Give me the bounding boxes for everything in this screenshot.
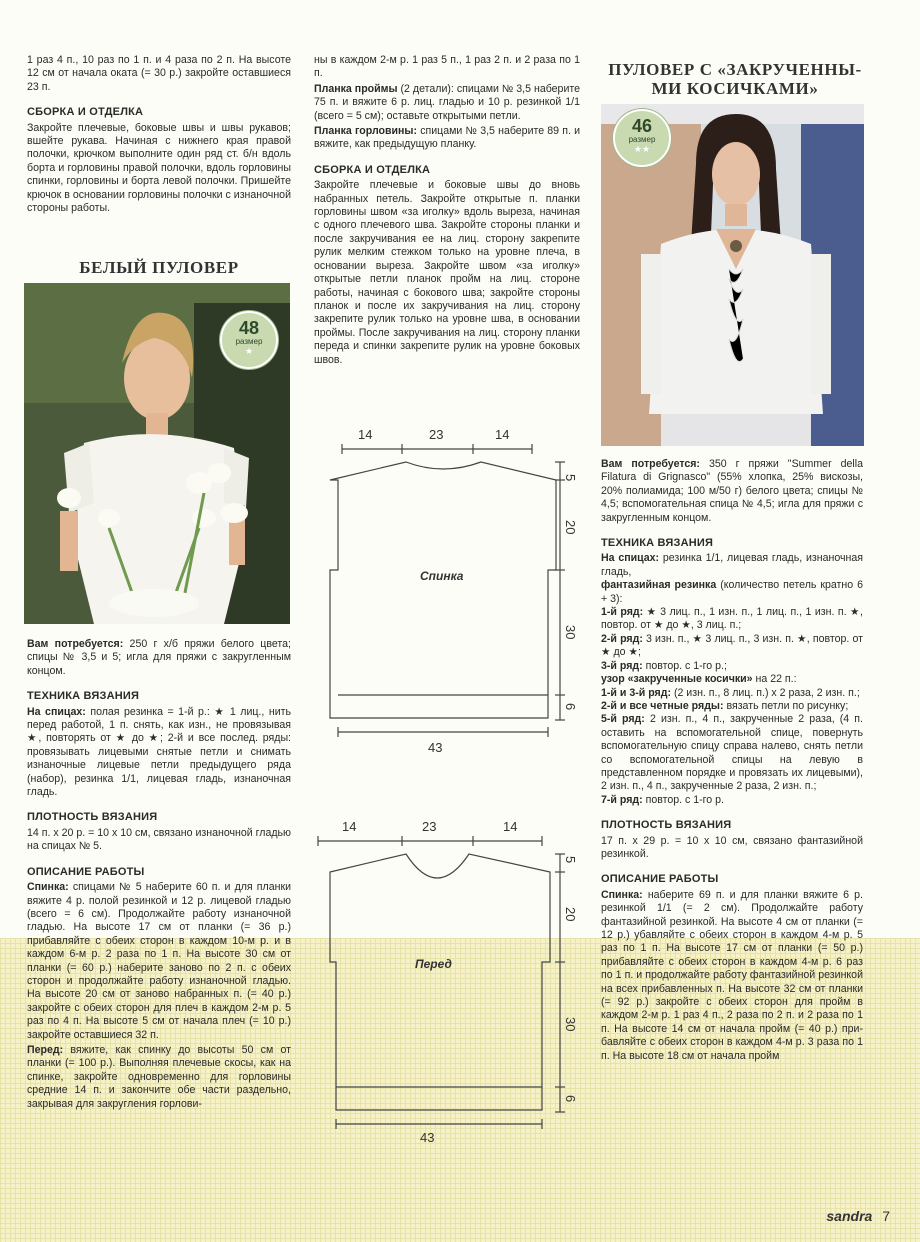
assembly-text-2: Закройте плечевые и боковые швы до вновь набранных петель. Закройте открытые п. планки горловины швом «за иголку» вдоль выреза, начиная с одного плечевого шва. Закройте стороны планки и после закручивания ее на лиц. сторону закрепите рулик мелким стежком только на уровне плеча, в основании выреза. Закройте швом «за иголку» открытые петли планок пройм на лиц. стороне работы, начиная с бокового шва; закройте стороны планок и после их закручивания на лиц. сторону закрепите рулик только на уровне шва, в основании проймы. После закручивания на лиц. сторону планки переда и спинки закрепите рулик на уровне боковых швов. [314, 179, 580, 366]
footer-brand [826, 1208, 890, 1224]
density-text-2: 17 п. x 29 р. = 10 x 10 см, связано фантазийной резинкой. [601, 834, 863, 860]
front-dim-top-mid: 23 [422, 819, 437, 834]
technique-text-2: резинка 1/1, лицевая гладь, изнаночная гладь, [601, 552, 863, 578]
materials-label: Вам потребуется: [27, 638, 124, 650]
density-heading-2: ПЛОТНОСТЬ ВЯЗАНИЯ [601, 819, 732, 832]
front-dim-bottom: 43 [420, 1130, 435, 1145]
technique-heading: ТЕХНИКА ВЯЗАНИЯ [27, 690, 140, 703]
front-dim-right-2: 20 [563, 907, 578, 922]
difficulty-star-icon: ★ [244, 346, 254, 356]
row-2-text: 3 изн. п., ★ 3 лиц. п., 3 изн. п. ★, повтор. от ★ до ★; [601, 632, 863, 659]
density-text: 14 п. x 20 р. = 10 x 10 см, связано изнаночной гладью на спицах № 5. [27, 826, 291, 853]
cable-row-7-text: повтор. с 1-го р. [645, 793, 724, 806]
materials-text-2: 350 г пряжи "Summer della Filatura di Grignasco" (55% хлопка, 25% вискозы, 20% полиамида; 100 м/50 г) белого цвета; спицы № 4,5; вспомогательная спица № 4,5; игла для пряжи с закругленным концом. [601, 458, 863, 524]
magazine-brand: sandra [826, 1208, 873, 1224]
front-text: вяжите, как спинку до высоты 50 см от планки (= 100 р.). Выполняя плечевые скосы, как на спинке, закройте одновременно для горловины средние 14 п. и закончите обе части раздельно, закрывая для закругления горлови- [27, 1043, 291, 1110]
technique-heading-2: ТЕХНИКА ВЯЗАНИЯ [601, 537, 714, 550]
cable-even-rows-text: вязать петли по рисунку; [726, 699, 849, 712]
column-middle [314, 54, 580, 369]
back-text-2: наберите 69 п. и для планки вяжите 6 р. резинкой 1/1 (= 2 см). Продолжайте работу фантазийной резинкой. На высоте 4 см от планки (= 12 р.) убавляйте с обеих сторон в каждом 4-м р. 5 раз по 1 п. На высоте 17 см от планки (= 50 р.) прибавляйте с обеих сторон в каждом 4-м р. 6 раз по 1 п. и продолжайте работу фантазийной резинкой на всех прибавленных п. На высоте 32 см от планки (= 92 р.) закройте с обеих сторон для пройм в каждом 2-м р. 1 раз 4 п., 2 раза по 2 п. и 2 раза по 1 п. На высоте 14 см от начала пройм (= 40 р.) прибавляйте с обеих сторон в каждом 4-м р. 3 раза по 1 п. На высоте 18 см от начала пройм [601, 888, 864, 1062]
cable-even-rows-label: 2-й и все четные ряды: [601, 699, 724, 712]
size-badge-number: 48 [238, 318, 260, 338]
schematic-front [310, 812, 590, 1152]
front-label: Перед: [27, 1043, 64, 1056]
back-label-2: Спинка: [601, 888, 643, 901]
column-right [601, 458, 863, 1065]
back-dim-right-2: 20 [563, 520, 578, 535]
back-text: спицами № 5 наберите 60 п. и для планки вяжите 4 р. полой резинкой и 12 р. лицевой гладью (всего = 6 см). Продолжайте работу изнаночной гладью. На высоте 17 см от планки (= 36 р.) прибавляйте с обеих сторон в каждом 10-м р. и в каждом 6-м р. 2 раза по 1 п. На высоте 30 см от планки (= 60 р.) наберите заново по 2 п. с обеих сторон и продолжайте работу изнаночной гладью. На высоте 20 см от заново набранных п. (= 40 р.) закройте с обеих сторон для плеч в каждом 2-м р. 5 раз по 4 п. На высоте 5 см от начала плеч (= 10 р.) закройте оставшиеся 32 п. [27, 881, 291, 1041]
fancy-rib-label: фантазийная резинка [601, 579, 717, 592]
back-piece-label: Спинка [420, 569, 464, 583]
front-piece-label: Перед [415, 957, 452, 971]
front-dim-right-4: 6 [563, 1095, 578, 1103]
cable-row-1-3-label: 1-й и 3-й ряд: [601, 686, 671, 699]
size-badge-label: размер [235, 337, 263, 346]
cable-row-1-3-text: (2 изн. п., 8 лиц. п.) x 2 раза, 2 изн. п.; [673, 686, 860, 699]
cable-pattern-label: узор «закрученные косички» [601, 673, 753, 686]
column-left-lower [27, 638, 291, 1113]
schematic-back [310, 420, 590, 760]
assembly-text: Закройте плечевые, боковые швы и швы рукавов; вшейте рукава. Начиная с нижнего края правой полочки, крючком выполните один ряд ст. б/н вдоль борта и горловины правой полочки, вдоль горловины спинки, горловины и борта левой полочки. Пришейте крючок в основании горловины полочки с изнаночной стороны работы. [27, 121, 291, 215]
cable-pattern-text: на 22 п.: [755, 673, 797, 686]
technique-label: На спицах: [27, 705, 86, 718]
fancy-rib-text: (количество петель кратно 6 + 3): [601, 579, 863, 605]
front-dim-top-right: 14 [503, 819, 518, 834]
column-left [27, 54, 291, 217]
cable-pullover-photo [601, 104, 864, 446]
materials-label-2: Вам потребуется: [601, 458, 700, 470]
back-label: Спинка: [27, 881, 69, 894]
intro-text: 1 раз 4 п., 10 раз по 1 п. и 4 раза по 2 п. На высоте 12 см от начала оката (= 30 р.) закройте оставшиеся 23 п. [27, 54, 291, 93]
description-heading: ОПИСАНИЕ РАБОТЫ [27, 865, 145, 878]
technique-label-2: На спицах: [601, 552, 660, 565]
back-dim-right-4: 6 [563, 703, 578, 711]
assembly-heading-2: СБОРКА И ОТДЕЛКА [314, 163, 431, 176]
row-1-text: ★ 3 лиц. п., 1 изн. п., 1 лиц. п., 1 изн. п. ★, повтор. от ★ до ★, 3 лиц. п.; [601, 606, 863, 632]
row-3-label: 3-й ряд: [601, 659, 643, 672]
neck-band-label: Планка горловины: [314, 125, 418, 138]
white-pullover-photo [24, 283, 290, 624]
armhole-band-text: (2 детали): спицами № 3,5 наберите 75 п. и вяжите 6 р. лиц. гладью и 10 р. резинкой 1/1 (всего = 5 см); оставьте открытыми петли. [314, 82, 580, 122]
armhole-band-label: Планка проймы [314, 82, 398, 95]
back-dim-right-3: 30 [563, 625, 578, 640]
size-badge-2 [613, 109, 671, 167]
density-heading: ПЛОТНОСТЬ ВЯЗАНИЯ [27, 811, 158, 824]
row-3-text: повтор. с 1-го р.; [645, 659, 727, 672]
size-badge-2-number: 46 [631, 116, 653, 136]
size-badge-2-label: размер [628, 135, 656, 144]
intro-text-2: ны в каждом 2-м р. 1 раз 5 п., 1 раз 2 п. и 2 раза по 1 п. [314, 54, 580, 80]
back-dim-top-mid: 23 [429, 427, 444, 442]
cable-row-5-text: 2 изн. п., 4 п., закрученные 2 раза, (4 п. оставить на вспомогательной спице, повернуть вспомогательную спицу справа налево, снять петли со вспомогательной спицы на левую в представленном порядке и провязать их лицевыми), 2 изн. п., 4 п., закрученные 2 раза, 2 изн. п.; [601, 713, 863, 793]
cable-pullover-title [600, 60, 870, 98]
row-2-label: 2-й ряд: [601, 632, 643, 645]
row-1-label: 1-й ряд: [601, 606, 644, 619]
back-dim-right-1: 5 [563, 474, 578, 482]
technique-text: полая резинка = 1-й р.: ★ 1 лиц., нить перед работой, 1 п. снять, как изн., не провязывая ★, повторять от ★ до ★; 2-й и все послед. ряды: провязывать лицевыми снятые петли и снимать изнаночные лицевые петли предыдущего ряда (набор), резинка 1/1, лицевая гладь, изнаночная гладь. [27, 705, 291, 799]
front-dim-right-3: 30 [563, 1017, 578, 1032]
front-dim-right-1: 5 [563, 856, 578, 864]
white-pullover-title: БЕЛЫЙ ПУЛОВЕР [79, 258, 239, 277]
cable-pullover-title-line-2: МИ КОСИЧКАМИ» [651, 79, 819, 98]
back-dim-top-left: 14 [358, 427, 373, 442]
difficulty-stars-icon: ★★ [633, 144, 651, 154]
materials-text: 250 г х/б пряжи белого цвета; спицы № 3,5 и 5; игла для пряжи с закругленным концом. [27, 638, 291, 677]
neck-band-text: спицами № 3,5 наберите 89 п. и вяжите, как предыдущую планку. [314, 125, 580, 151]
front-dim-top-left: 14 [342, 819, 357, 834]
back-dim-top-right: 14 [495, 427, 510, 442]
size-badge [220, 311, 278, 369]
back-dim-bottom: 43 [428, 740, 443, 755]
description-heading-2: ОПИСАНИЕ РАБОТЫ [601, 873, 719, 886]
cable-pullover-title-line-1: ПУЛОВЕР С «ЗАКРУЧЕННЫ- [608, 60, 862, 79]
page-number: 7 [882, 1208, 890, 1224]
assembly-heading: СБОРКА И ОТДЕЛКА [27, 106, 144, 119]
cable-row-5-label: 5-й ряд: [601, 713, 645, 726]
cable-row-7-label: 7-й ряд: [601, 793, 643, 806]
